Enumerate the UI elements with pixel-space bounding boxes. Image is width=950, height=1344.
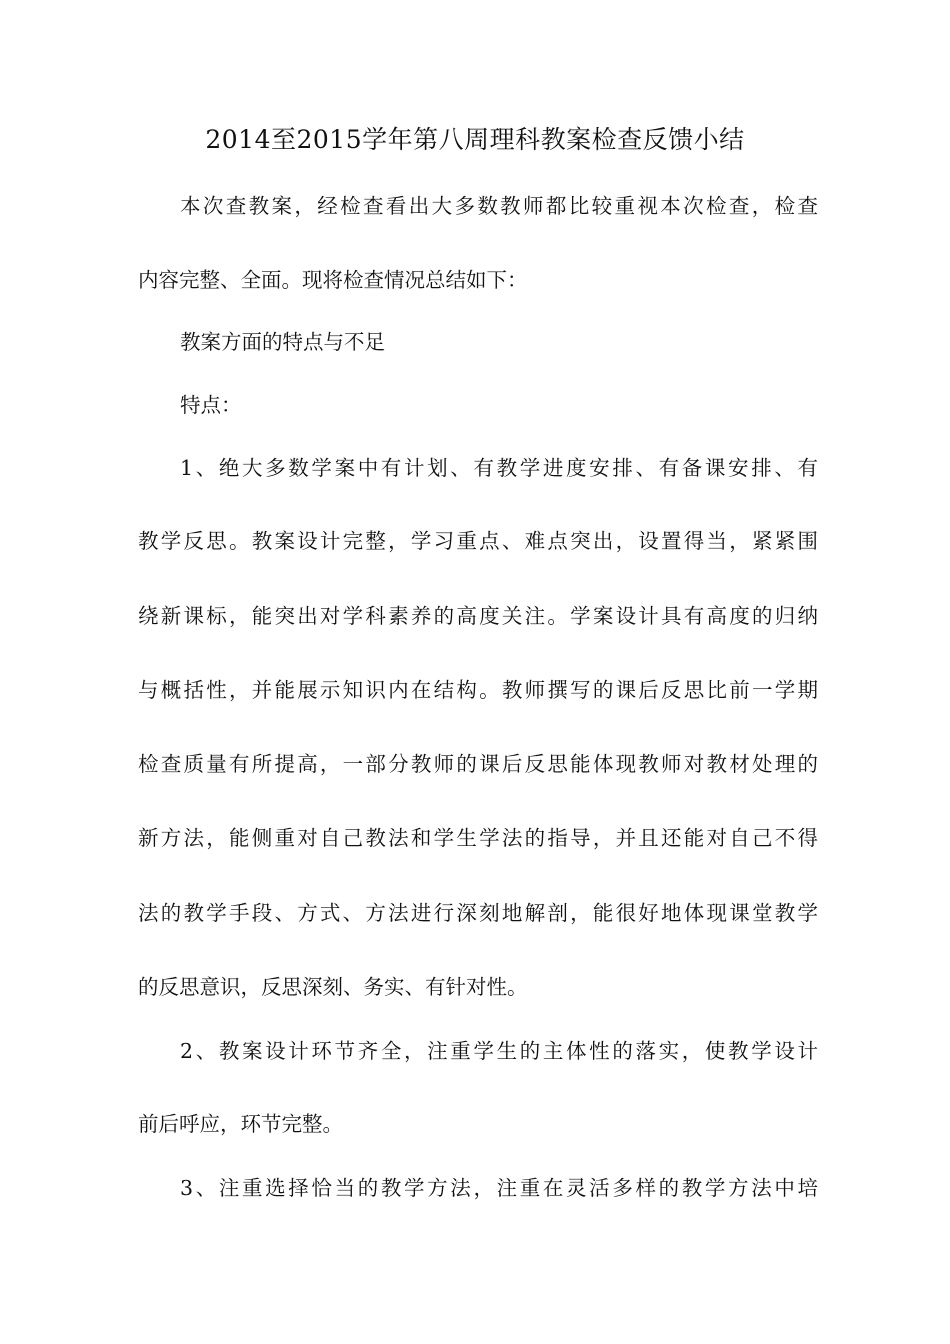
- paragraph-line: 本次查教案，经检查看出大多数教师都比较重视本次检查，检查: [180, 194, 818, 218]
- paragraph-line: 绕新课标，能突出对学科素养的高度关注。学案设计具有高度的归纳: [138, 604, 818, 628]
- paragraph-line: 3、注重选择恰当的教学方法，注重在灵活多样的教学方法中培: [180, 1176, 818, 1200]
- paragraph-line: 法的教学手段、方式、方法进行深刻地解剖，能很好地体现课堂教学: [138, 901, 818, 925]
- paragraph-line: 新方法，能侧重对自己教法和学生学法的指导，并且还能对自己不得: [138, 826, 818, 850]
- paragraph-line: 内容完整、全面。现将检查情况总结如下：: [138, 268, 528, 292]
- paragraph-line: 检查质量有所提高，一部分教师的课后反思能体现教师对教材处理的: [138, 752, 818, 776]
- subheading: 特点：: [180, 393, 242, 417]
- paragraph-line: 前后呼应，环节完整。: [138, 1112, 343, 1136]
- section-heading: 教案方面的特点与不足: [180, 330, 385, 354]
- paragraph-line: 的反思意识，反思深刻、务实、有针对性。: [138, 975, 528, 999]
- paragraph-line: 与概括性，并能展示知识内在结构。教师撰写的课后反思比前一学期: [138, 678, 818, 702]
- paragraph-line: 1、绝大多数学案中有计划、有教学进度安排、有备课安排、有: [180, 456, 818, 480]
- paragraph-line: 2、教案设计环节齐全，注重学生的主体性的落实，使教学设计: [180, 1039, 818, 1063]
- paragraph-line: 教学反思。教案设计完整，学习重点、难点突出，设置得当，紧紧围: [138, 529, 818, 553]
- document-title: 2014至2015学年第八周理科教案检查反馈小结: [205, 125, 745, 154]
